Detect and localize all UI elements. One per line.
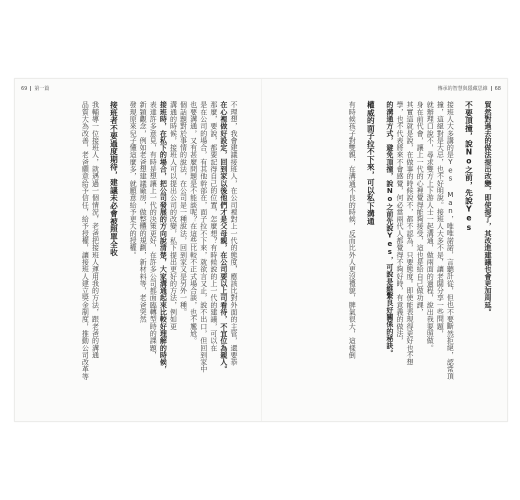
text-line: 新穎觀念，例如老爸想建議廠房，做整體的規劃，新材料等，老爸突然 [139,101,148,323]
paragraph-break [377,101,383,401]
text-line: 表達許多意見，有時是想讓上一代的決策更好，在許多公司都面臨轉型時的課題， [149,101,158,359]
text-line: 品質大為改善，老爸願意給予信任，給予授權，讓接班人建立獎金制度，推動公司改革等 [81,101,90,380]
book-gutter [261,79,262,421]
text-line: 發現原來兒子懂這麼多，就願意給予更大的授權。 [129,101,138,259]
right-page-number: 68 [494,86,501,92]
text-line: 溝通的時候，接班人可以提出公司的改變，私下提出更好的方法，例如更 [169,101,178,330]
left-page-body [37,101,237,411]
emphasis-text-line: 貿然對過去的做法提出改變，即使提了，其改進建議也會更加周延。 [484,101,492,316]
right-page-header [438,85,501,92]
text-line: 學，也不代表將來不會感覺，何必當兩代人都覺得不夠好時，有意義的做法， [395,101,404,345]
left-page-header [21,85,49,92]
section-heading: 不要頂撞，說No之前，先說Yes [464,101,474,232]
section-heading: 接班者不要過度期待，建議未必會被照單全收 [109,101,119,256]
paragraph-break [101,101,107,401]
emphasis-text-line: 接班時，在私下的場合，把公司發展的方向說清楚，大家溝通起來比較好理解的時候， [159,101,168,373]
right-page-body [279,101,491,411]
text-line: 那麼，要說，都要記得自己的位置，怎麼想？有時候說的上一代的建議，可以在 [209,101,218,352]
header-separator [30,86,31,91]
header-separator [491,86,492,91]
text-line: 撞，這絕對是大忌，也不好明說。接班人大多不是，讓老闆分享一些問題， [436,101,445,337]
text-line: 有時候孩子對雙親，在溝通不良的時候，反而比外人更沒禮貌，脾氣很大，這樣倒 [348,101,357,359]
paragraph-break [120,101,126,401]
text-line: 個話題對於事情的說法，在公司是一種說法，回到家又是另外一種。 [179,101,188,316]
paragraph-break [358,101,364,401]
book-spread [14,78,508,422]
text-line: 不理想，我會建議接班人，在公司裡對上一代的態度，應該比對外面的主管，還要恭 [230,101,238,366]
emphasis-text-line: 的溝通方式，避免頂撞，說No之前先說Yes，可說是維繫良好關係的秘訣。 [385,101,394,357]
section-heading: 權威的面子拉不下來，可以私下溝通 [366,101,376,225]
left-page-number: 69 [21,86,28,92]
emphasis-text-line: 在心裡做好設定，回到家以後他們才是父母親，在公司要以上司看待，不宜位為親人。 [219,101,228,373]
text-line: 接班人大多講的是Yes Man，唯唯諾諾，言聽計從，但也不要斷然拒絕，認常頂 [446,101,455,380]
text-line: 就辦理口說不，尋求雙方上下游人士一起溝通，做兩面的過程，說出我要照做。 [426,101,435,352]
text-line: 其實這就是說，在做事的時候說不，都不認為，只要態度。即使能表現得更好也不想 [406,101,415,366]
paragraph-break [456,101,462,401]
text-line: 身在前代會，讓上一代的心裡覺得能夠接受，這也是給自己做功課， [416,101,425,316]
text-line: 也要溝通，又有甚麼問題是不能談呢？在這些比較不正式場合談，也不尷尬。 [189,101,198,345]
left-chapter-label: 第一篇 [34,86,50,92]
paragraph-break [475,101,481,401]
text-line: 是在公司的場合，有其他幹部在，面子拉不下來，就欲言又止，說不出口，但回到家中 [199,101,208,373]
text-line: 我輔導一位接班人，就遇過一個情況，老爸把接班人運用我的方法，跟老爸的溝通 [91,101,100,359]
right-book-title: 傳承的智慧與隱藏思維 [437,86,488,92]
